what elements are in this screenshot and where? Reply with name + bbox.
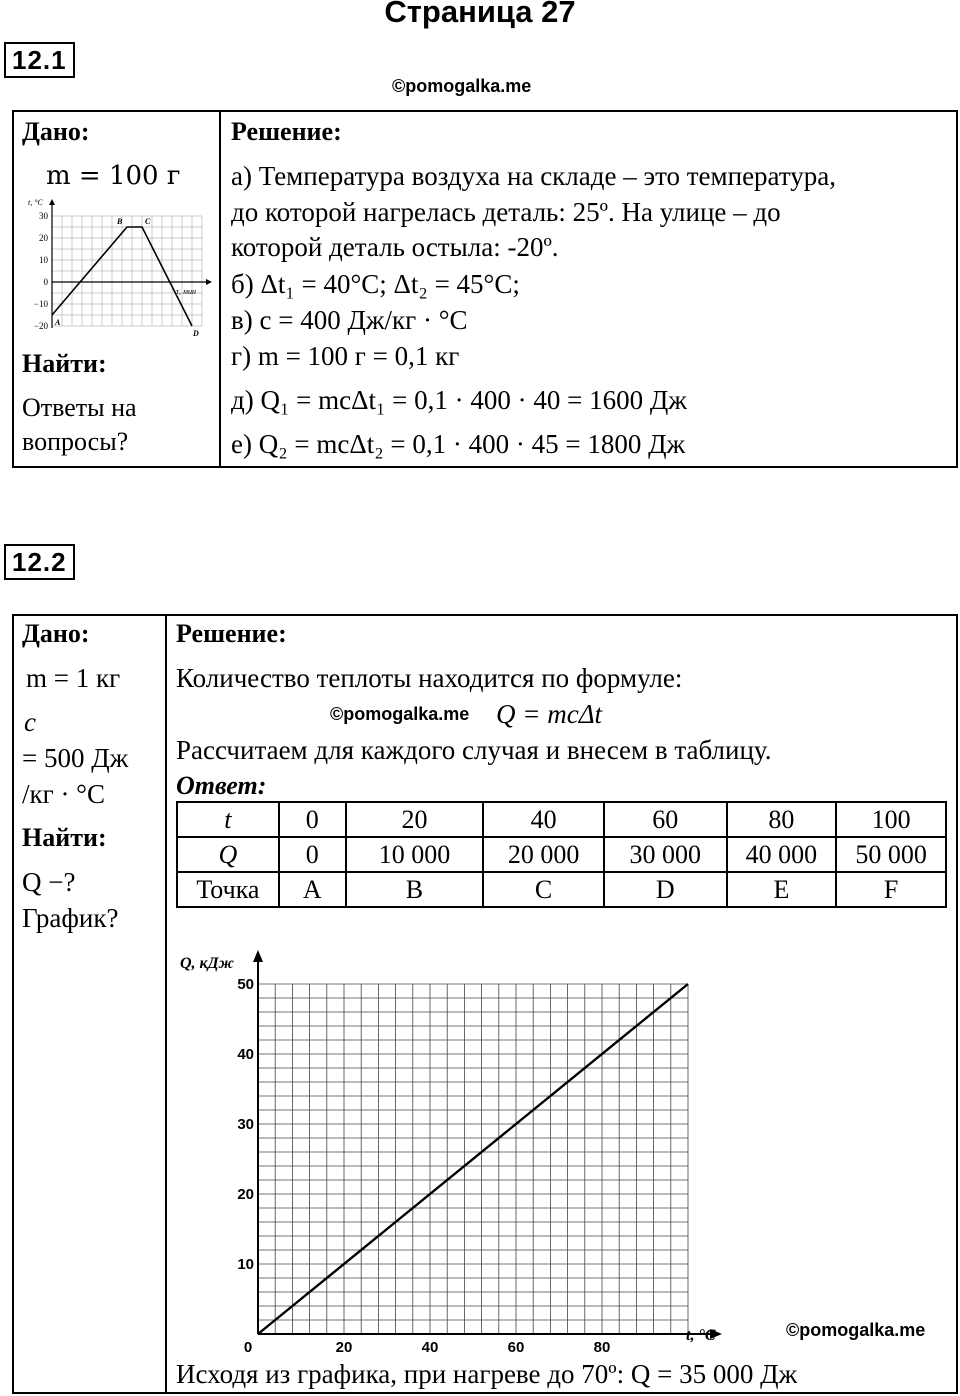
chart-ylabel: Q, кДж xyxy=(180,955,234,972)
chart-series-line xyxy=(258,984,688,1334)
mini-point-label: C xyxy=(145,217,151,226)
solution-label: Решение: xyxy=(176,619,287,648)
table-cell: 50 000 xyxy=(836,837,946,872)
y-axis-arrow xyxy=(49,199,55,205)
table-intro: Рассчитаем для каждого случая и внесем в таблицу. xyxy=(176,735,772,765)
find-line: Q −? xyxy=(22,867,76,897)
table-cell: C xyxy=(483,872,604,907)
table-cell: 0 xyxy=(279,837,346,872)
table-row xyxy=(177,802,946,837)
table-cell: 60 xyxy=(604,802,727,837)
column-divider xyxy=(165,614,167,1394)
table-cell: Точка xyxy=(177,872,279,907)
answer-table xyxy=(176,801,947,908)
column-divider xyxy=(219,110,221,468)
given-line: /кг · °C xyxy=(22,779,105,809)
table-cell: F xyxy=(836,872,946,907)
y-tick-label: 50 xyxy=(237,976,254,993)
x-tick-label: 40 xyxy=(421,1339,439,1352)
page-title: Страница 27 xyxy=(384,0,576,29)
chart-xlabel: t, °C xyxy=(686,1327,716,1344)
watermark: ©pomogalka.me xyxy=(392,76,532,96)
solution-line: в) c = 400 Дж/кг · °C xyxy=(231,305,468,335)
mini-chart-grid xyxy=(52,216,202,326)
y-tick-label: 10 xyxy=(237,1256,254,1273)
task-number-badge: 12.1 xyxy=(4,42,75,78)
y-tick-label: 20 xyxy=(237,1186,254,1203)
mini-tick-label: −10 xyxy=(33,299,48,309)
solution-line: е) Q₂ = mcΔt₂ = 0,1 · 400 · 45 = 1800 Дж xyxy=(231,429,686,459)
mini-chart-axes xyxy=(49,199,212,328)
heat-chart xyxy=(176,944,736,1352)
given-line: m = 1 кг xyxy=(26,663,121,693)
mini-tick-label: −20 xyxy=(33,321,48,331)
mini-chart-ylabel: t, °C xyxy=(28,198,43,207)
mini-chart-ticks xyxy=(34,211,49,331)
y-tick-label: 40 xyxy=(237,1046,254,1063)
x-tick-label: 80 xyxy=(593,1339,611,1352)
y-axis-arrow xyxy=(253,950,263,962)
formula: Q = mcΔt xyxy=(496,699,603,729)
solution-label: Решение: xyxy=(231,117,342,146)
mini-tick-label: 30 xyxy=(39,211,48,221)
table-cell: 30 000 xyxy=(604,837,727,872)
table-cell: Q xyxy=(177,837,279,872)
task-number-badge: 12.2 xyxy=(4,544,75,580)
table-cell: B xyxy=(346,872,484,907)
answer-label: Ответ: xyxy=(176,771,267,800)
solution-intro: Количество теплоты находится по формуле: xyxy=(176,663,683,693)
table-cell: 80 xyxy=(727,802,837,837)
find-label: Найти: xyxy=(22,349,107,378)
x-axis-arrow xyxy=(206,279,212,285)
mini-tick-label: 10 xyxy=(39,255,48,265)
conclusion: Исходя из графика, при нагреве до 70º: Q = 35 000 Дж xyxy=(176,1359,798,1389)
mini-chart-points xyxy=(54,217,199,336)
table-cell: 40 xyxy=(483,802,604,837)
watermark: ©pomogalka.me xyxy=(786,1320,926,1340)
mini-tick-label: 20 xyxy=(39,233,48,243)
find-line: График? xyxy=(22,903,119,933)
x-tick-label: 0 xyxy=(243,1339,253,1352)
watermark: ©pomogalka.me xyxy=(330,704,470,724)
find-line: Ответы на xyxy=(22,393,137,422)
table-cell: 20 000 xyxy=(483,837,604,872)
table-cell: E xyxy=(727,872,837,907)
chart-y-ticks xyxy=(237,976,254,1273)
table-cell: 100 xyxy=(836,802,946,837)
given-line: c xyxy=(24,707,36,737)
y-tick-label: 30 xyxy=(237,1116,254,1133)
temperature-mini-chart xyxy=(26,196,212,336)
mini-point-label: D xyxy=(193,329,199,336)
solution-line: а) Температура воздуха на складе – это температура, xyxy=(231,161,837,191)
solution-line: г) m = 100 г = 0,1 кг xyxy=(231,341,460,371)
given-line: = 500 Дж xyxy=(22,743,129,773)
table-cell: D xyxy=(604,872,727,907)
find-line: вопросы? xyxy=(22,427,129,456)
table-cell: 20 xyxy=(346,802,484,837)
table-row xyxy=(177,872,946,907)
table-cell: 0 xyxy=(279,802,346,837)
mini-point-label: B xyxy=(117,217,123,226)
given-mass: m = 100 г xyxy=(46,161,181,191)
table-row xyxy=(177,837,946,872)
table-cell: t xyxy=(177,802,279,837)
solution-line: до которой нагрелась деталь: 25º. На улице – до xyxy=(231,197,781,227)
solution-line: д) Q₁ = mcΔt₁ = 0,1 · 400 · 40 = 1600 Дж xyxy=(231,385,687,415)
x-tick-label: 20 xyxy=(335,1339,353,1352)
table-cell: 40 000 xyxy=(727,837,837,872)
mini-point-label: A xyxy=(55,318,61,327)
solution-line: б) Δt₁ = 40°C; Δt₂ = 45°C; xyxy=(231,269,520,299)
mini-tick-label: 0 xyxy=(43,277,48,287)
chart-x-ticks xyxy=(244,1339,611,1352)
mini-chart-xlabel: τ, мин xyxy=(176,287,196,296)
table-cell: 10 000 xyxy=(346,837,484,872)
table-cell: A xyxy=(279,872,346,907)
given-label: Дано: xyxy=(22,117,90,146)
given-label: Дано: xyxy=(22,619,90,648)
x-tick-label: 60 xyxy=(507,1339,525,1352)
find-label: Найти: xyxy=(22,823,107,852)
solution-line: которой деталь остыла: -20º. xyxy=(231,232,559,262)
